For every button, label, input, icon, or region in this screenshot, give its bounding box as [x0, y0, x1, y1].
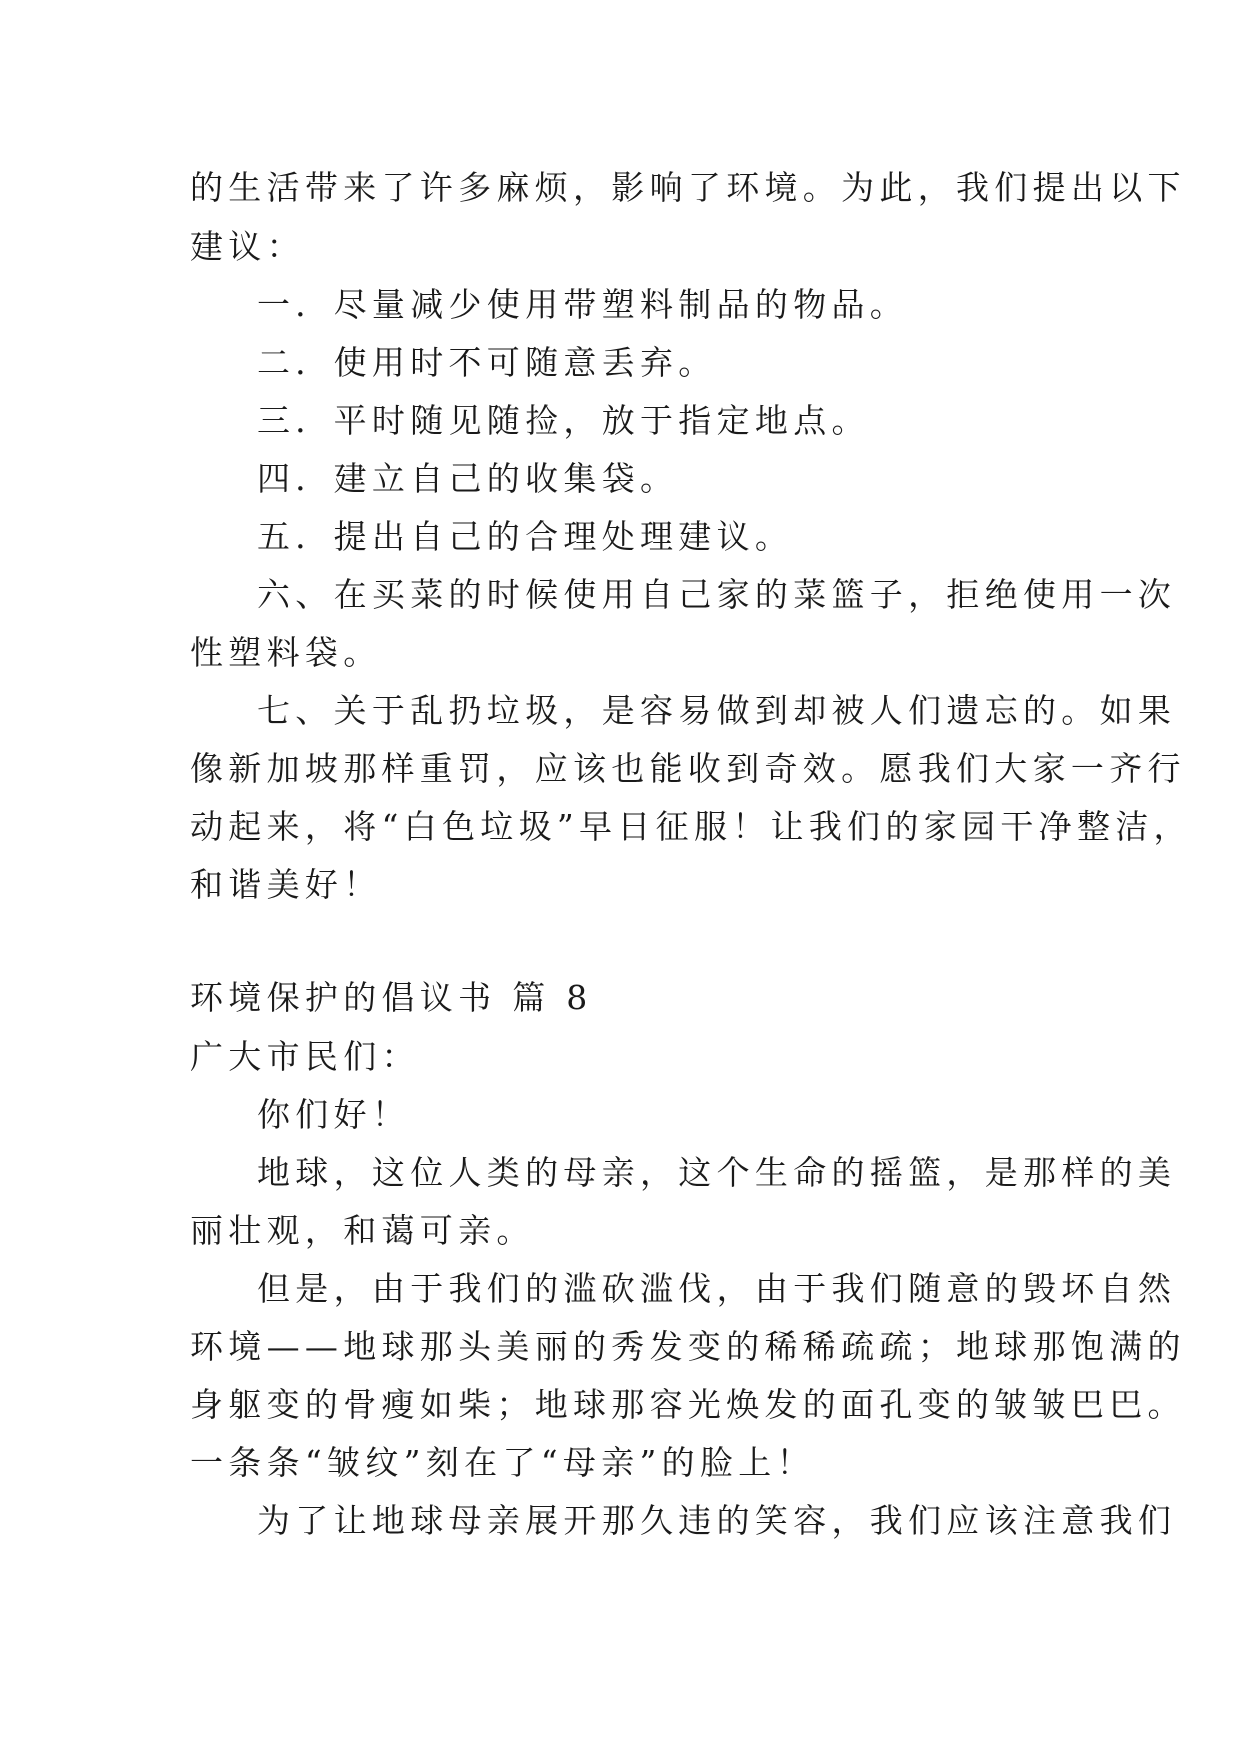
paragraph-line: 建议：	[190, 227, 305, 266]
list-item-7: 七、关于乱扔垃圾，是容易做到却被人们遗忘的。如果	[257, 691, 1177, 730]
list-item-2: 二．使用时不可随意丢弃。	[257, 343, 717, 382]
paragraph-line: 为了让地球母亲展开那久违的笑容，我们应该注意我们	[257, 1501, 1177, 1540]
paragraph-line: 的生活带来了许多麻烦，影响了环境。为此，我们提出以下	[190, 168, 1186, 207]
paragraph-line: 地球，这位人类的母亲，这个生命的摇篮，是那样的美	[257, 1153, 1177, 1192]
section-heading: 环境保护的倡议书 篇 8	[190, 978, 593, 1017]
paragraph-line: 身躯变的骨瘦如柴；地球那容光焕发的面孔变的皱皱巴巴。	[190, 1385, 1186, 1424]
list-item-6: 六、在买菜的时候使用自己家的菜篮子，拒绝使用一次	[257, 575, 1177, 614]
paragraph-line: 像新加坡那样重罚，应该也能收到奇效。愿我们大家一齐行	[190, 749, 1186, 788]
greeting: 你们好！	[257, 1095, 411, 1134]
list-item-4: 四．建立自己的收集袋。	[257, 459, 679, 498]
paragraph-line: 环境——地球那头美丽的秀发变的稀稀疏疏；地球那饱满的	[190, 1327, 1186, 1366]
paragraph-line: 丽壮观，和蔼可亲。	[190, 1211, 535, 1250]
paragraph-line: 和谐美好！	[190, 865, 382, 904]
paragraph-line: 动起来，将“白色垃圾”早日征服！让我们的家园干净整洁，	[190, 807, 1192, 846]
paragraph-line: 性塑料袋。	[190, 633, 382, 672]
list-item-5: 五．提出自己的合理处理建议。	[257, 517, 794, 556]
salutation: 广大市民们：	[190, 1037, 420, 1076]
paragraph-line: 一条条“皱纹”刻在了“母亲”的脸上！	[190, 1443, 815, 1482]
list-item-3: 三．平时随见随捡，放于指定地点。	[257, 401, 870, 440]
list-item-1: 一．尽量减少使用带塑料制品的物品。	[257, 285, 909, 324]
paragraph-line: 但是，由于我们的滥砍滥伐，由于我们随意的毁坏自然	[257, 1269, 1177, 1308]
